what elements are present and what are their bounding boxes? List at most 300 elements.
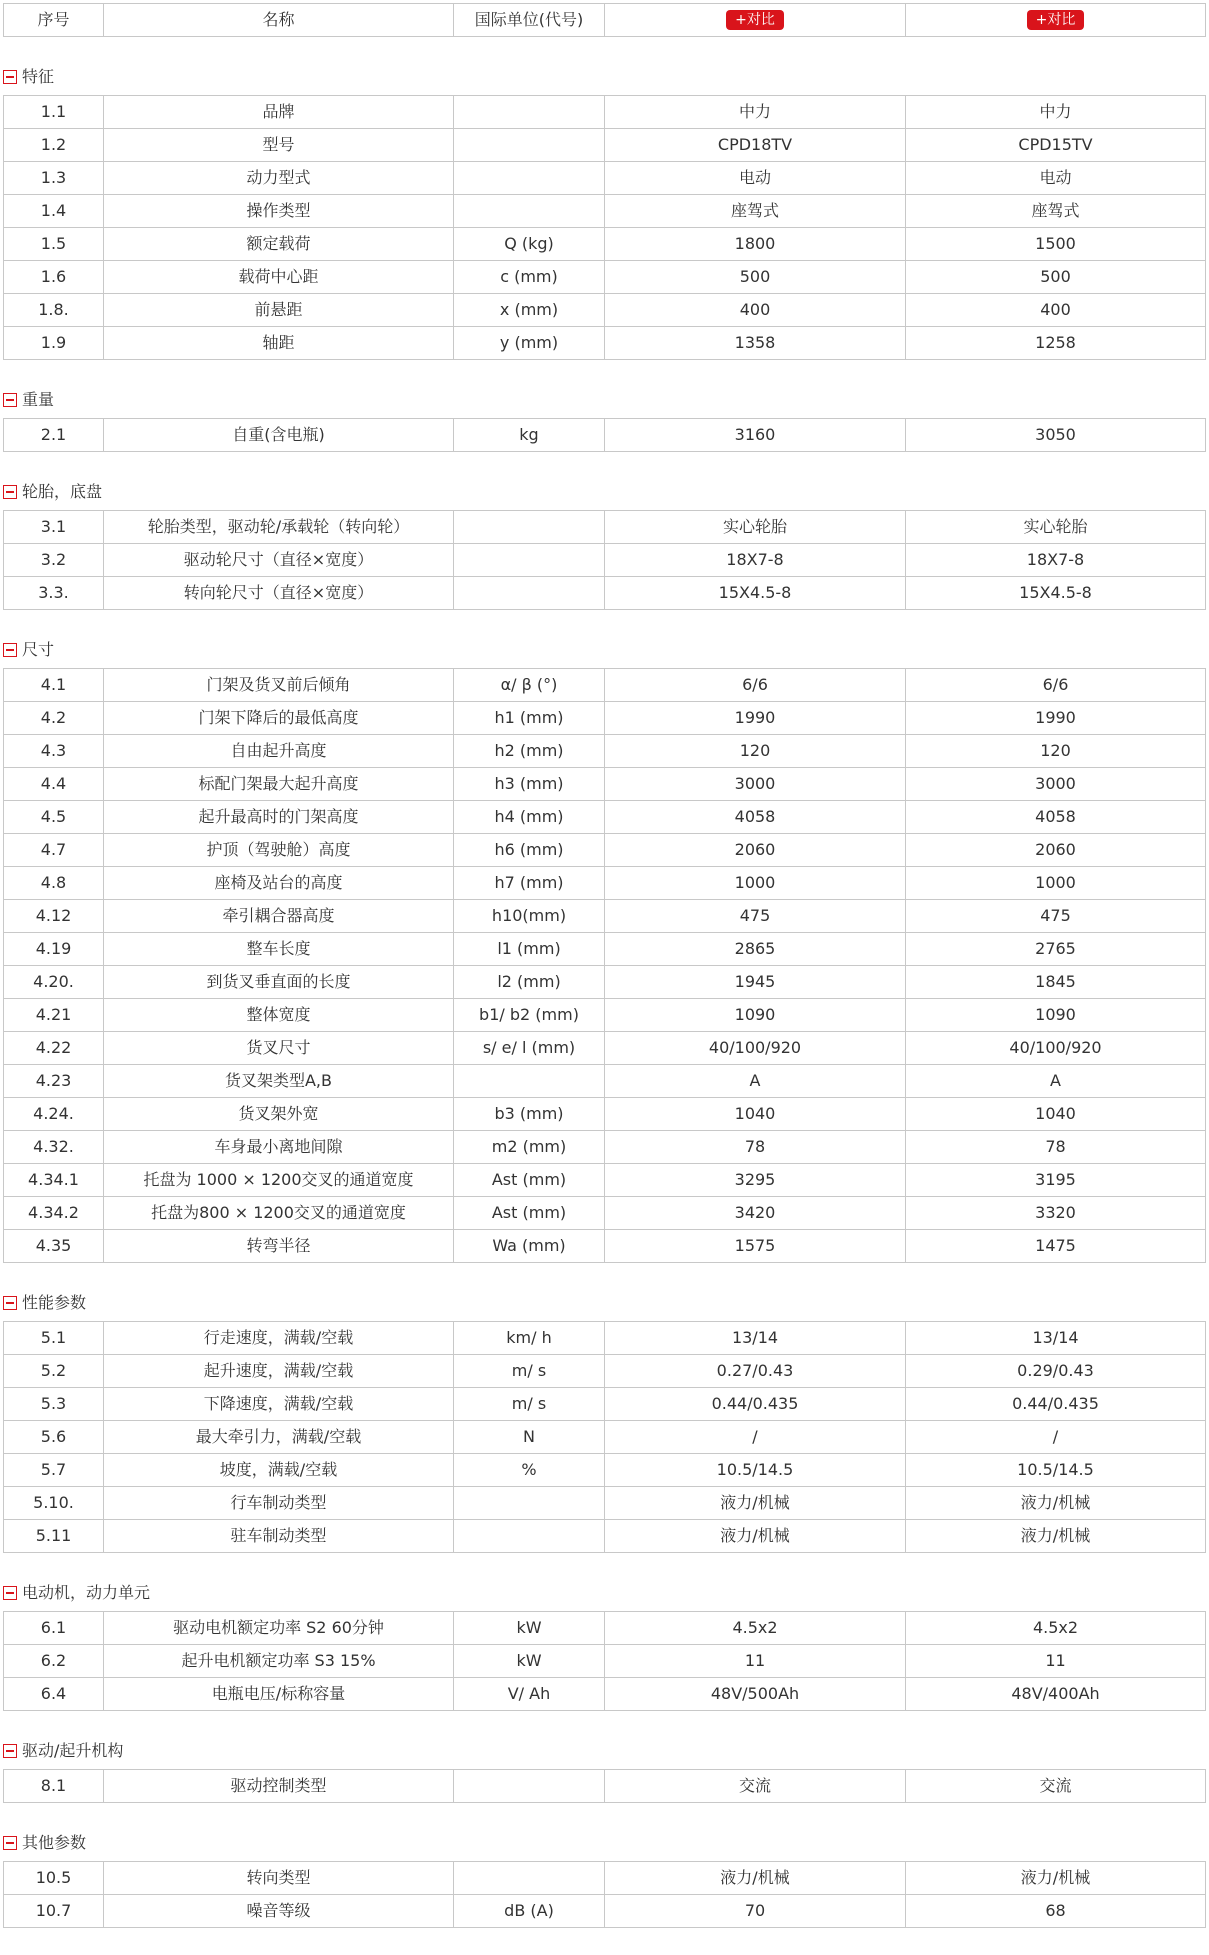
row-value-2-cell: 500 xyxy=(906,261,1206,294)
row-unit-cell xyxy=(454,195,605,228)
row-number-cell: 4.24. xyxy=(4,1098,104,1131)
table-row xyxy=(4,1770,1206,1803)
row-value-2-cell: 2765 xyxy=(906,933,1206,966)
row-number-cell: 4.19 xyxy=(4,933,104,966)
row-unit-cell: Ast (mm) xyxy=(454,1197,605,1230)
row-unit-cell: b1/ b2 (mm) xyxy=(454,999,605,1032)
row-number-cell: 8.1 xyxy=(4,1770,104,1803)
section-header[interactable] xyxy=(0,1821,1209,1853)
row-unit-cell: h6 (mm) xyxy=(454,834,605,867)
table-row xyxy=(4,511,1206,544)
row-value-1-cell: A xyxy=(605,1065,906,1098)
row-value-1-cell: 11 xyxy=(605,1645,906,1678)
header-compare-cell-2 xyxy=(906,4,1206,37)
section-table xyxy=(3,418,1206,452)
row-name-cell: 起升速度，满载/空载 xyxy=(104,1355,454,1388)
table-row xyxy=(4,1131,1206,1164)
section-title: 驱动/起升机构 xyxy=(22,1741,124,1760)
table-row xyxy=(4,735,1206,768)
section-header[interactable] xyxy=(0,55,1209,87)
row-number-cell: 10.5 xyxy=(4,1862,104,1895)
row-name-cell: 行车制动类型 xyxy=(104,1487,454,1520)
row-name-cell: 转向类型 xyxy=(104,1862,454,1895)
row-number-cell: 5.2 xyxy=(4,1355,104,1388)
row-number-cell: 10.7 xyxy=(4,1895,104,1928)
row-name-cell: 起升电机额定功率 S3 15% xyxy=(104,1645,454,1678)
row-unit-cell: x (mm) xyxy=(454,294,605,327)
row-name-cell: 坡度，满载/空载 xyxy=(104,1454,454,1487)
row-name-cell: 自重(含电瓶) xyxy=(104,419,454,452)
row-value-2-cell: 68 xyxy=(906,1895,1206,1928)
table-row xyxy=(4,900,1206,933)
table-row xyxy=(4,1487,1206,1520)
row-unit-cell: m2 (mm) xyxy=(454,1131,605,1164)
spec-sections xyxy=(0,55,1209,1928)
row-value-2-cell: 座驾式 xyxy=(906,195,1206,228)
section-header[interactable] xyxy=(0,628,1209,660)
row-value-1-cell: 120 xyxy=(605,735,906,768)
row-unit-cell: m/ s xyxy=(454,1355,605,1388)
row-value-1-cell: 48V/500Ah xyxy=(605,1678,906,1711)
row-number-cell: 4.34.2 xyxy=(4,1197,104,1230)
header-row xyxy=(4,4,1206,37)
row-name-cell: 整体宽度 xyxy=(104,999,454,1032)
row-number-cell: 1.1 xyxy=(4,96,104,129)
row-value-1-cell: CPD18TV xyxy=(605,129,906,162)
row-unit-cell: h2 (mm) xyxy=(454,735,605,768)
row-value-1-cell: 实心轮胎 xyxy=(605,511,906,544)
row-value-1-cell: 15X4.5-8 xyxy=(605,577,906,610)
table-row xyxy=(4,228,1206,261)
row-name-cell: 货叉尺寸 xyxy=(104,1032,454,1065)
row-value-2-cell: 1845 xyxy=(906,966,1206,999)
collapse-icon[interactable] xyxy=(3,1296,17,1310)
section-header[interactable] xyxy=(0,1281,1209,1313)
row-value-1-cell: 3420 xyxy=(605,1197,906,1230)
row-value-2-cell: 475 xyxy=(906,900,1206,933)
row-unit-cell: % xyxy=(454,1454,605,1487)
section-title: 性能参数 xyxy=(22,1293,87,1312)
row-name-cell: 载荷中心距 xyxy=(104,261,454,294)
row-number-cell: 4.8 xyxy=(4,867,104,900)
table-row xyxy=(4,702,1206,735)
row-number-cell: 3.2 xyxy=(4,544,104,577)
row-number-cell: 4.5 xyxy=(4,801,104,834)
row-number-cell: 1.3 xyxy=(4,162,104,195)
row-unit-cell: Wa (mm) xyxy=(454,1230,605,1263)
row-value-2-cell: 液力/机械 xyxy=(906,1487,1206,1520)
row-name-cell: 货叉架类型A,B xyxy=(104,1065,454,1098)
row-unit-cell: V/ Ah xyxy=(454,1678,605,1711)
row-name-cell: 驱动电机额定功率 S2 60分钟 xyxy=(104,1612,454,1645)
row-value-1-cell: 液力/机械 xyxy=(605,1487,906,1520)
row-value-2-cell: 13/14 xyxy=(906,1322,1206,1355)
row-value-1-cell: 1945 xyxy=(605,966,906,999)
row-number-cell: 6.2 xyxy=(4,1645,104,1678)
row-value-1-cell: 座驾式 xyxy=(605,195,906,228)
row-value-2-cell: 40/100/920 xyxy=(906,1032,1206,1065)
section-title: 特征 xyxy=(22,67,55,86)
row-number-cell: 4.22 xyxy=(4,1032,104,1065)
row-unit-cell xyxy=(454,577,605,610)
row-value-2-cell: 120 xyxy=(906,735,1206,768)
row-value-1-cell: 2060 xyxy=(605,834,906,867)
section-title: 轮胎，底盘 xyxy=(22,482,103,501)
table-row xyxy=(4,1421,1206,1454)
row-value-2-cell: 15X4.5-8 xyxy=(906,577,1206,610)
row-value-1-cell: 1575 xyxy=(605,1230,906,1263)
header-table xyxy=(3,3,1206,37)
row-value-2-cell: 电动 xyxy=(906,162,1206,195)
row-value-2-cell: 48V/400Ah xyxy=(906,1678,1206,1711)
header-col-name: 名称 xyxy=(104,4,454,37)
row-name-cell: 牵引耦合器高度 xyxy=(104,900,454,933)
table-row xyxy=(4,867,1206,900)
row-unit-cell: dB (A) xyxy=(454,1895,605,1928)
row-unit-cell: h4 (mm) xyxy=(454,801,605,834)
row-unit-cell: b3 (mm) xyxy=(454,1098,605,1131)
collapse-icon[interactable] xyxy=(3,1744,17,1758)
section-title: 电动机，动力单元 xyxy=(22,1583,151,1602)
table-row xyxy=(4,999,1206,1032)
row-value-1-cell: 1000 xyxy=(605,867,906,900)
row-value-1-cell: 3000 xyxy=(605,768,906,801)
section-table xyxy=(3,95,1206,360)
row-value-1-cell: 18X7-8 xyxy=(605,544,906,577)
row-value-2-cell: 交流 xyxy=(906,1770,1206,1803)
row-value-2-cell: 3050 xyxy=(906,419,1206,452)
row-number-cell: 4.34.1 xyxy=(4,1164,104,1197)
row-value-2-cell: 4058 xyxy=(906,801,1206,834)
row-value-2-cell: 1000 xyxy=(906,867,1206,900)
row-number-cell: 1.5 xyxy=(4,228,104,261)
row-number-cell: 4.35 xyxy=(4,1230,104,1263)
row-unit-cell xyxy=(454,1487,605,1520)
row-number-cell: 1.8. xyxy=(4,294,104,327)
table-row xyxy=(4,162,1206,195)
section-title: 重量 xyxy=(22,390,55,409)
row-unit-cell: h1 (mm) xyxy=(454,702,605,735)
row-value-1-cell: 3295 xyxy=(605,1164,906,1197)
table-row xyxy=(4,195,1206,228)
row-value-2-cell: 4.5x2 xyxy=(906,1612,1206,1645)
row-unit-cell xyxy=(454,96,605,129)
table-row xyxy=(4,327,1206,360)
row-number-cell: 5.6 xyxy=(4,1421,104,1454)
row-value-2-cell: 1090 xyxy=(906,999,1206,1032)
row-name-cell: 自由起升高度 xyxy=(104,735,454,768)
table-row xyxy=(4,96,1206,129)
row-name-cell: 行走速度，满载/空载 xyxy=(104,1322,454,1355)
table-row xyxy=(4,1164,1206,1197)
row-value-1-cell: 1990 xyxy=(605,702,906,735)
row-value-2-cell: 11 xyxy=(906,1645,1206,1678)
row-unit-cell: s/ e/ l (mm) xyxy=(454,1032,605,1065)
table-row xyxy=(4,577,1206,610)
row-value-2-cell: 3195 xyxy=(906,1164,1206,1197)
row-name-cell: 驱动轮尺寸（直径×宽度） xyxy=(104,544,454,577)
row-value-1-cell: 3160 xyxy=(605,419,906,452)
row-name-cell: 品牌 xyxy=(104,96,454,129)
section-table xyxy=(3,1861,1206,1928)
row-value-1-cell: 10.5/14.5 xyxy=(605,1454,906,1487)
row-unit-cell: Q (kg) xyxy=(454,228,605,261)
table-row xyxy=(4,1197,1206,1230)
row-unit-cell xyxy=(454,1770,605,1803)
row-number-cell: 5.7 xyxy=(4,1454,104,1487)
section-header[interactable] xyxy=(0,470,1209,502)
table-row xyxy=(4,1230,1206,1263)
row-number-cell: 4.32. xyxy=(4,1131,104,1164)
table-row xyxy=(4,1678,1206,1711)
row-number-cell: 4.1 xyxy=(4,669,104,702)
section-title: 尺寸 xyxy=(22,640,55,659)
table-row xyxy=(4,1322,1206,1355)
row-number-cell: 5.1 xyxy=(4,1322,104,1355)
collapse-icon[interactable] xyxy=(3,1586,17,1600)
row-value-2-cell: 400 xyxy=(906,294,1206,327)
row-name-cell: 托盘为800 × 1200交叉的通道宽度 xyxy=(104,1197,454,1230)
table-row xyxy=(4,1612,1206,1645)
row-number-cell: 4.4 xyxy=(4,768,104,801)
row-name-cell: 轴距 xyxy=(104,327,454,360)
row-unit-cell: kW xyxy=(454,1612,605,1645)
row-value-1-cell: 0.27/0.43 xyxy=(605,1355,906,1388)
section-table xyxy=(3,1769,1206,1803)
row-value-1-cell: 交流 xyxy=(605,1770,906,1803)
row-value-2-cell: 实心轮胎 xyxy=(906,511,1206,544)
row-value-1-cell: 电动 xyxy=(605,162,906,195)
row-unit-cell: l1 (mm) xyxy=(454,933,605,966)
table-row xyxy=(4,768,1206,801)
row-name-cell: 货叉架外宽 xyxy=(104,1098,454,1131)
row-value-2-cell: 0.29/0.43 xyxy=(906,1355,1206,1388)
section-title: 其他参数 xyxy=(22,1833,87,1852)
section-table xyxy=(3,1611,1206,1711)
row-value-1-cell: 中力 xyxy=(605,96,906,129)
row-value-2-cell: 液力/机械 xyxy=(906,1520,1206,1553)
table-row xyxy=(4,129,1206,162)
collapse-icon[interactable] xyxy=(3,70,17,84)
row-number-cell: 3.1 xyxy=(4,511,104,544)
collapse-icon[interactable] xyxy=(3,485,17,499)
row-unit-cell xyxy=(454,511,605,544)
row-name-cell: 型号 xyxy=(104,129,454,162)
row-value-2-cell: 2060 xyxy=(906,834,1206,867)
row-name-cell: 到货叉垂直面的长度 xyxy=(104,966,454,999)
row-unit-cell xyxy=(454,544,605,577)
row-value-2-cell: 6/6 xyxy=(906,669,1206,702)
row-unit-cell: Ast (mm) xyxy=(454,1164,605,1197)
row-value-1-cell: 70 xyxy=(605,1895,906,1928)
row-unit-cell: α/ β (°) xyxy=(454,669,605,702)
row-unit-cell: c (mm) xyxy=(454,261,605,294)
row-value-2-cell: 78 xyxy=(906,1131,1206,1164)
row-unit-cell: h10(mm) xyxy=(454,900,605,933)
row-value-1-cell: 13/14 xyxy=(605,1322,906,1355)
collapse-icon[interactable] xyxy=(3,1836,17,1850)
row-value-1-cell: 2865 xyxy=(605,933,906,966)
table-row xyxy=(4,933,1206,966)
row-value-1-cell: 1090 xyxy=(605,999,906,1032)
row-value-1-cell: 40/100/920 xyxy=(605,1032,906,1065)
row-value-2-cell: A xyxy=(906,1065,1206,1098)
row-name-cell: 转向轮尺寸（直径×宽度） xyxy=(104,577,454,610)
row-unit-cell: h3 (mm) xyxy=(454,768,605,801)
section-table xyxy=(3,668,1206,1263)
row-number-cell: 6.1 xyxy=(4,1612,104,1645)
row-name-cell: 整车长度 xyxy=(104,933,454,966)
row-value-2-cell: 3000 xyxy=(906,768,1206,801)
compare-button-1[interactable]: +对比 xyxy=(726,10,784,30)
row-name-cell: 托盘为 1000 × 1200交叉的通道宽度 xyxy=(104,1164,454,1197)
row-unit-cell xyxy=(454,1520,605,1553)
row-value-2-cell: 1258 xyxy=(906,327,1206,360)
row-value-1-cell: 1800 xyxy=(605,228,906,261)
section-header[interactable] xyxy=(0,1729,1209,1761)
table-row xyxy=(4,1645,1206,1678)
table-row xyxy=(4,1065,1206,1098)
row-name-cell: 门架下降后的最低高度 xyxy=(104,702,454,735)
row-name-cell: 额定载荷 xyxy=(104,228,454,261)
section-header[interactable] xyxy=(0,378,1209,410)
table-row xyxy=(4,1355,1206,1388)
row-unit-cell: h7 (mm) xyxy=(454,867,605,900)
row-value-1-cell: 液力/机械 xyxy=(605,1862,906,1895)
row-value-1-cell: 6/6 xyxy=(605,669,906,702)
row-number-cell: 1.6 xyxy=(4,261,104,294)
row-value-1-cell: 1040 xyxy=(605,1098,906,1131)
section-table xyxy=(3,1321,1206,1553)
row-number-cell: 6.4 xyxy=(4,1678,104,1711)
row-unit-cell: N xyxy=(454,1421,605,1454)
table-row xyxy=(4,544,1206,577)
row-name-cell: 动力型式 xyxy=(104,162,454,195)
row-name-cell: 操作类型 xyxy=(104,195,454,228)
row-name-cell: 起升最高时的门架高度 xyxy=(104,801,454,834)
row-value-2-cell: 0.44/0.435 xyxy=(906,1388,1206,1421)
table-row xyxy=(4,966,1206,999)
row-unit-cell: m/ s xyxy=(454,1388,605,1421)
row-name-cell: 下降速度，满载/空载 xyxy=(104,1388,454,1421)
row-value-1-cell: 475 xyxy=(605,900,906,933)
section-table xyxy=(3,510,1206,610)
row-value-1-cell: 0.44/0.435 xyxy=(605,1388,906,1421)
row-value-1-cell: 4.5x2 xyxy=(605,1612,906,1645)
table-row xyxy=(4,801,1206,834)
row-name-cell: 最大牵引力，满载/空载 xyxy=(104,1421,454,1454)
row-value-2-cell: 中力 xyxy=(906,96,1206,129)
row-value-2-cell: 1040 xyxy=(906,1098,1206,1131)
row-unit-cell xyxy=(454,129,605,162)
row-number-cell: 4.12 xyxy=(4,900,104,933)
row-name-cell: 噪音等级 xyxy=(104,1895,454,1928)
table-row xyxy=(4,1520,1206,1553)
row-number-cell: 4.2 xyxy=(4,702,104,735)
row-value-2-cell: CPD15TV xyxy=(906,129,1206,162)
row-value-1-cell: 78 xyxy=(605,1131,906,1164)
row-number-cell: 1.9 xyxy=(4,327,104,360)
row-number-cell: 2.1 xyxy=(4,419,104,452)
row-number-cell: 4.3 xyxy=(4,735,104,768)
row-name-cell: 驻车制动类型 xyxy=(104,1520,454,1553)
row-value-1-cell: / xyxy=(605,1421,906,1454)
row-name-cell: 护顶（驾驶舱）高度 xyxy=(104,834,454,867)
row-name-cell: 门架及货叉前后倾角 xyxy=(104,669,454,702)
row-name-cell: 座椅及站台的高度 xyxy=(104,867,454,900)
row-name-cell: 转弯半径 xyxy=(104,1230,454,1263)
collapse-icon[interactable] xyxy=(3,393,17,407)
row-value-2-cell: 1990 xyxy=(906,702,1206,735)
row-value-1-cell: 4058 xyxy=(605,801,906,834)
table-row xyxy=(4,1098,1206,1131)
table-row xyxy=(4,1862,1206,1895)
row-value-2-cell: 3320 xyxy=(906,1197,1206,1230)
row-value-1-cell: 液力/机械 xyxy=(605,1520,906,1553)
row-value-2-cell: / xyxy=(906,1421,1206,1454)
header-col-no: 序号 xyxy=(4,4,104,37)
table-row xyxy=(4,1895,1206,1928)
row-value-2-cell: 10.5/14.5 xyxy=(906,1454,1206,1487)
row-number-cell: 4.20. xyxy=(4,966,104,999)
spec-comparison-page xyxy=(0,3,1209,1928)
row-unit-cell: l2 (mm) xyxy=(454,966,605,999)
row-value-2-cell: 1475 xyxy=(906,1230,1206,1263)
table-row xyxy=(4,834,1206,867)
row-number-cell: 3.3. xyxy=(4,577,104,610)
row-number-cell: 5.3 xyxy=(4,1388,104,1421)
row-name-cell: 前悬距 xyxy=(104,294,454,327)
row-value-1-cell: 500 xyxy=(605,261,906,294)
row-unit-cell xyxy=(454,162,605,195)
row-name-cell: 车身最小离地间隙 xyxy=(104,1131,454,1164)
row-unit-cell xyxy=(454,1065,605,1098)
row-unit-cell: kg xyxy=(454,419,605,452)
row-value-2-cell: 1500 xyxy=(906,228,1206,261)
table-row xyxy=(4,1032,1206,1065)
row-number-cell: 4.23 xyxy=(4,1065,104,1098)
row-name-cell: 轮胎类型，驱动轮/承载轮（转向轮） xyxy=(104,511,454,544)
table-row xyxy=(4,669,1206,702)
table-row xyxy=(4,261,1206,294)
row-number-cell: 1.2 xyxy=(4,129,104,162)
row-value-2-cell: 液力/机械 xyxy=(906,1862,1206,1895)
table-row xyxy=(4,1388,1206,1421)
row-number-cell: 5.11 xyxy=(4,1520,104,1553)
row-value-1-cell: 1358 xyxy=(605,327,906,360)
compare-button-2[interactable]: +对比 xyxy=(1027,10,1085,30)
row-value-1-cell: 400 xyxy=(605,294,906,327)
row-name-cell: 标配门架最大起升高度 xyxy=(104,768,454,801)
row-number-cell: 4.7 xyxy=(4,834,104,867)
row-name-cell: 驱动控制类型 xyxy=(104,1770,454,1803)
header-compare-cell-1 xyxy=(605,4,906,37)
collapse-icon[interactable] xyxy=(3,643,17,657)
table-row xyxy=(4,419,1206,452)
section-header[interactable] xyxy=(0,1571,1209,1603)
row-value-2-cell: 18X7-8 xyxy=(906,544,1206,577)
row-unit-cell: kW xyxy=(454,1645,605,1678)
row-name-cell: 电瓶电压/标称容量 xyxy=(104,1678,454,1711)
header-col-unit: 国际单位(代号) xyxy=(454,4,605,37)
row-number-cell: 1.4 xyxy=(4,195,104,228)
table-row xyxy=(4,1454,1206,1487)
table-row xyxy=(4,294,1206,327)
row-number-cell: 4.21 xyxy=(4,999,104,1032)
row-unit-cell: km/ h xyxy=(454,1322,605,1355)
row-unit-cell: y (mm) xyxy=(454,327,605,360)
row-unit-cell xyxy=(454,1862,605,1895)
